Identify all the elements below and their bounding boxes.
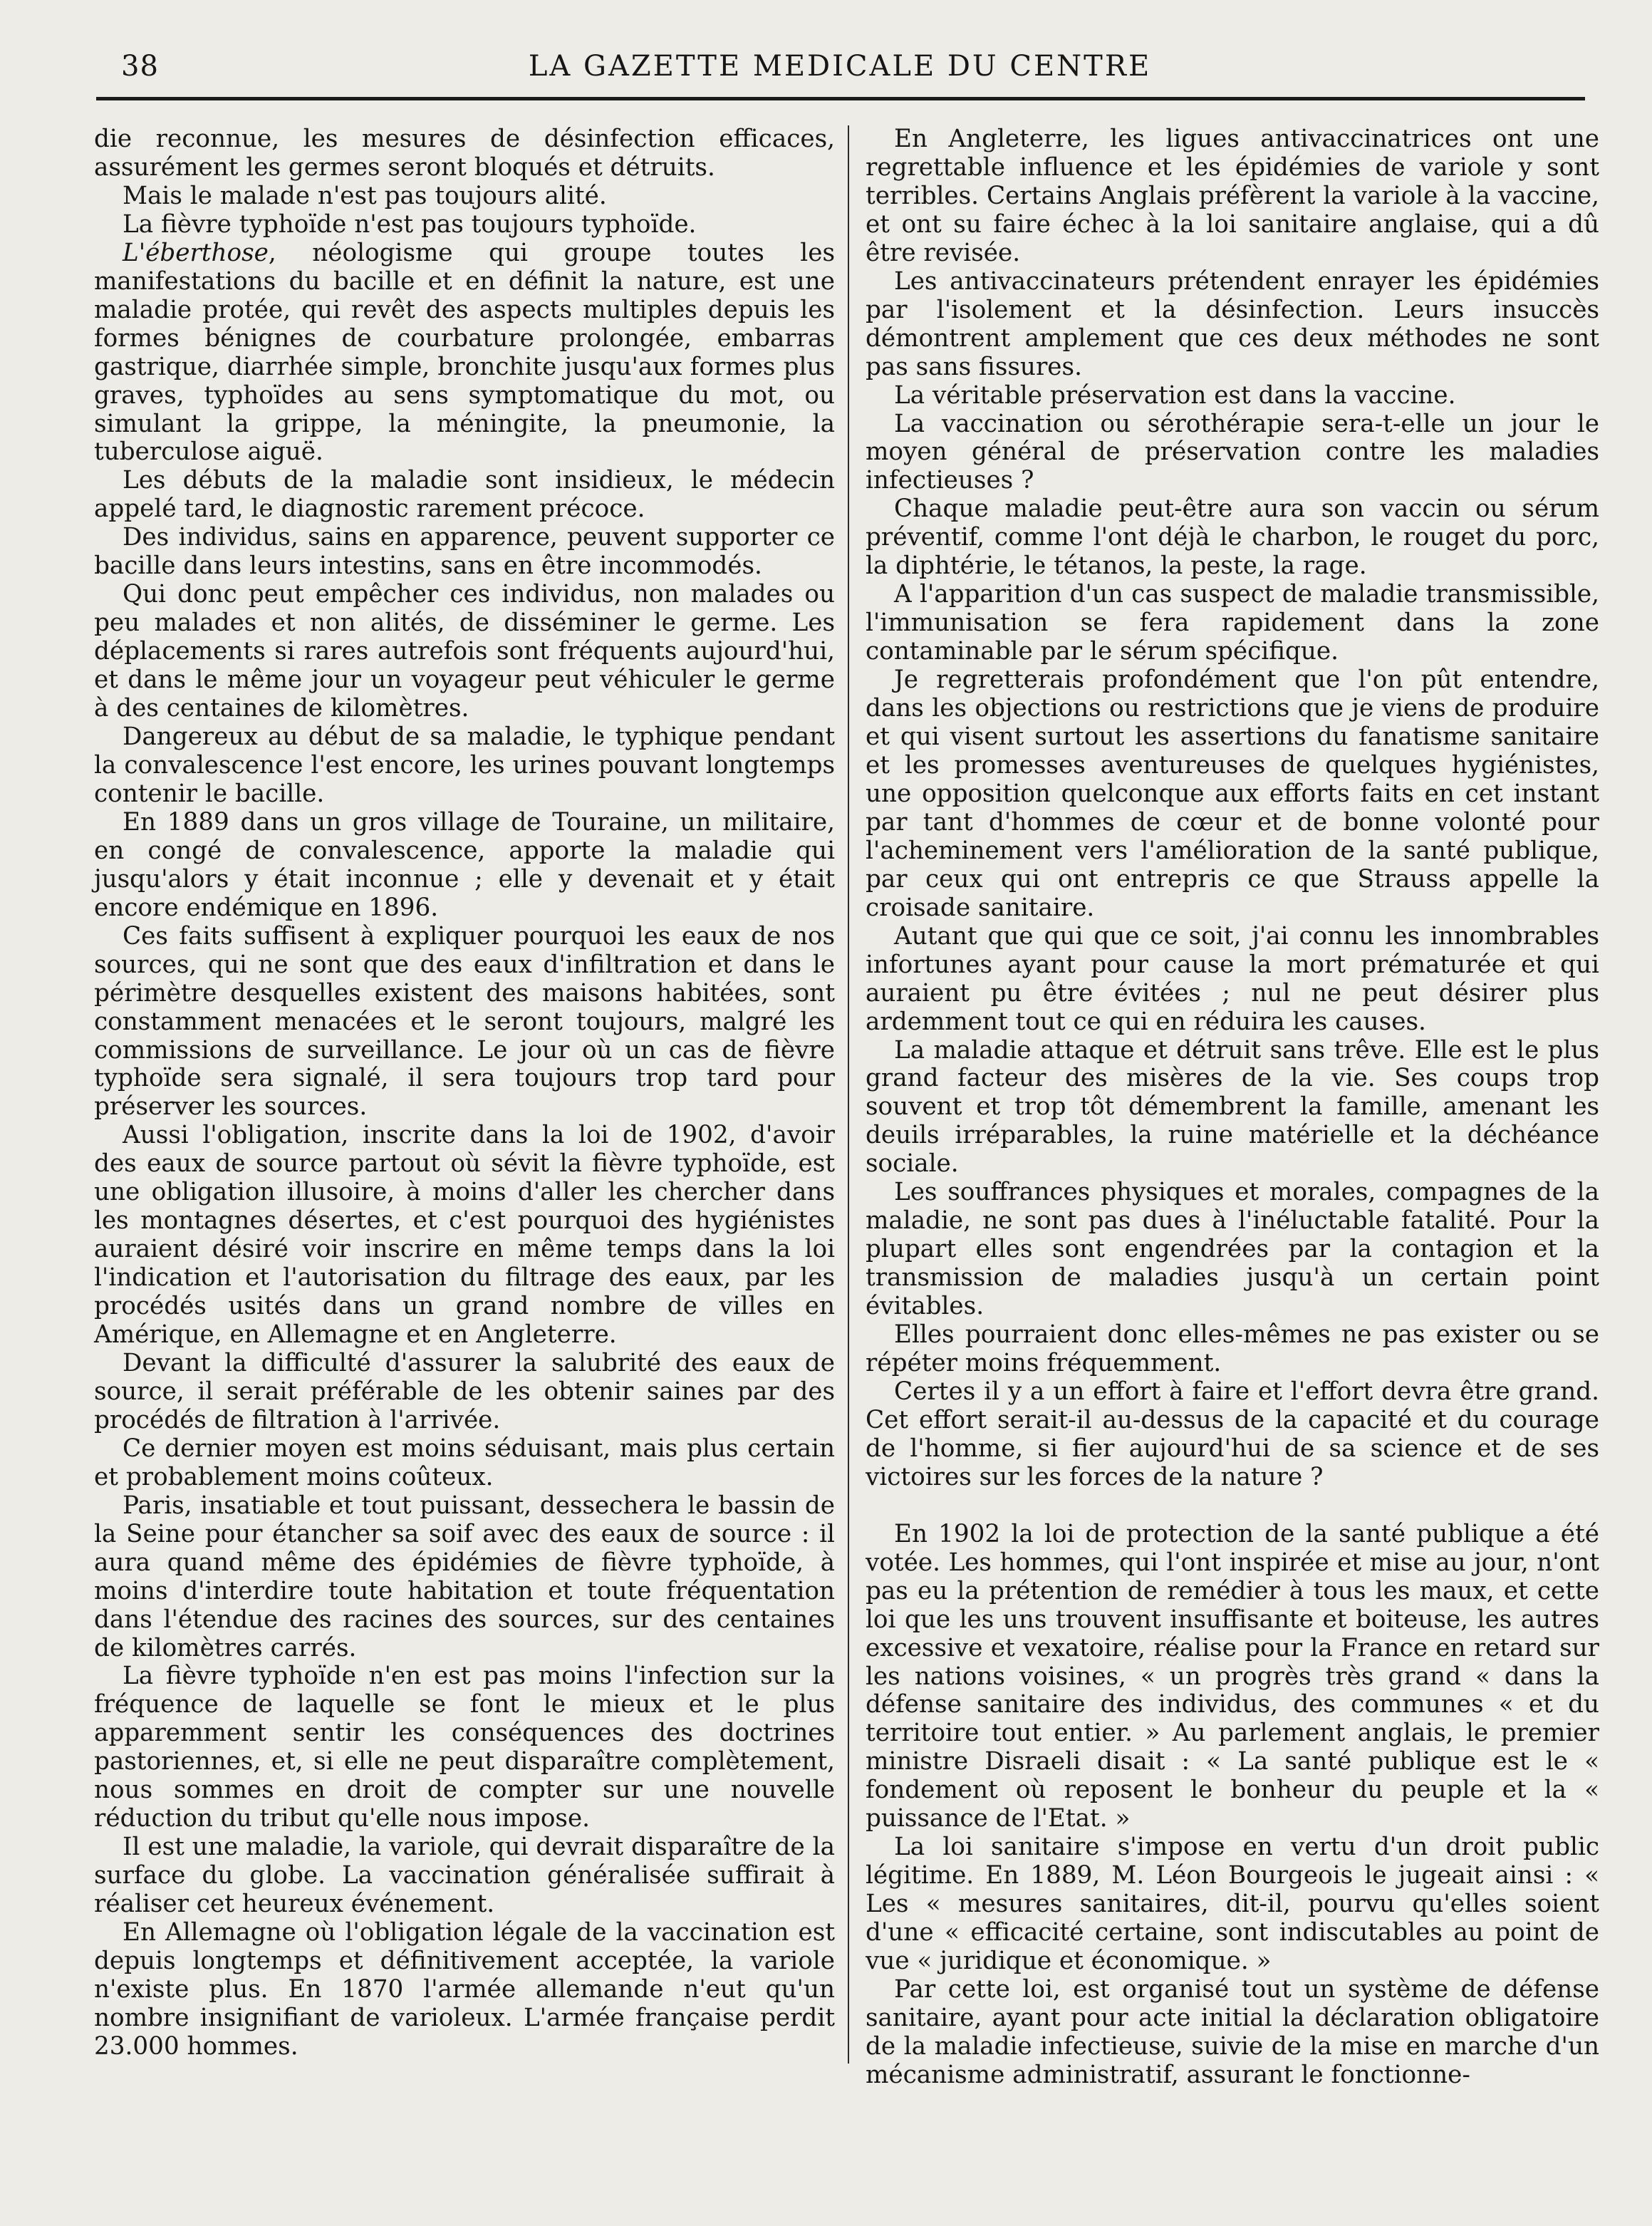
italic-term: L'éberthose (123, 238, 269, 267)
paragraph: Ce dernier moyen est moins séduisant, mais plus certain et probablement moins coûteux. (94, 1434, 835, 1491)
right-column (866, 125, 1599, 2089)
paragraph: La véritable préservation est dans la vaccine. (894, 381, 1456, 410)
paragraph (94, 239, 835, 467)
paragraph: Chaque maladie peut-être aura son vaccin ou sérum préventif, comme l'ont déjà le charbon, le rouget du porc, la diphtérie, le tétanos, la peste, la rage. (866, 495, 1599, 581)
paragraph: Je regretterais profondément que l'on pût entendre, dans les objections ou restrictions que je viens de produire et qui visent surtout les assertions du fanatisme sanitaire et les promesses aventureuses de quelques hygiénistes, une opposition quelconque aux efforts faits en cet instant par tant d'hommes de cœur et de bonne volonté pour l'acheminement vers l'amélioration de la santé publique, par ceux qui ont entrepris ce que Strauss appelle la croisade sanitaire. (866, 666, 1599, 922)
paragraph: Paris, insatiable et tout puissant, dessechera le bassin de la Seine pour étancher sa soif avec des eaux de source : il aura quand même des épidémies de fièvre typhoïde, à moins d'interdire toute habitation et toute fréquentation dans l'étendue des racines des sources, sur des centaines de kilomètres carrés. (94, 1491, 835, 1662)
journal-title: LA GAZETTE MEDICALE DU CENTRE (528, 50, 1152, 83)
column-rule (848, 125, 849, 2064)
paragraph: Dangereux au début de sa maladie, le typhique pendant la convalescence l'est encore, les urines pouvant longtemps contenir le bacille. (94, 723, 835, 808)
page-number: 38 (121, 50, 159, 83)
paragraph: Aussi l'obligation, inscrite dans la loi de 1902, d'avoir des eaux de source partout où sévit la fièvre typhoïde, est une obligation illusoire, à moins d'aller les chercher dans les montagnes désertes, et c'est pourquoi des hygiénistes auraient désiré voir inscrire en même temps dans la loi l'indication et l'autorisation du filtrage des eaux, par les procédés usités dans un grand nombre de villes en Amérique, en Allemagne et en Angleterre. (94, 1121, 835, 1350)
paragraph: Autant que qui que ce soit, j'ai connu les innombrables infortunes ayant pour cause la mort prématurée et qui auraient pu être évitées ; nul ne peut désirer plus ardemment tout ce qui en réduira les causes. (866, 921, 1599, 1036)
paragraph: Il est une maladie, la variole, qui devrait disparaître de la surface du globe. La vaccination généralisée suffirait à réaliser cet heureux événement. (94, 1833, 835, 1919)
paragraph: Par cette loi, est organisé tout un système de défense sanitaire, ayant pour acte initial la déclaration obligatoire de la maladie infectieuse, suivie de la mise en marche d'un mécanisme administratif, assurant le fonctionne- (866, 1975, 1599, 2089)
left-column (94, 125, 835, 2064)
paragraph: En 1902 la loi de protection de la santé publique a été votée. Les hommes, qui l'ont inspirée et mise au jour, n'ont pas eu la prétention de remédier à tous les maux, et cette loi que les uns trouvent insuffisante et boiteuse, les autres excessive et vexatoire, réalise pour la France en retard sur les nations voisines, « un progrès très grand « dans la défense sanitaire des individus, des communes « et du territoire tout entier. » Au parlement anglais, le premier ministre Disraeli disait : « La santé publique est le « fondement où reposent le bonheur du peuple et la « puissance de l'Etat. » (866, 1519, 1599, 1833)
page-header (93, 41, 1587, 91)
paragraph: La fièvre typhoïde n'est pas toujours typhoïde. (123, 209, 697, 239)
paragraph: En Angleterre, les ligues antivaccinatrices ont une regrettable influence et les épidémies de variole y sont terribles. Certains Anglais préfèrent la variole à la vaccine, et ont su faire échec à la loi sanitaire anglaise, qui a dû être revisée. (866, 125, 1599, 267)
paragraph: En Allemagne où l'obligation légale de la vaccination est depuis longtemps et définitivement acceptée, la variole n'existe plus. En 1870 l'armée allemande n'eut qu'un nombre insignifiant de varioleux. L'armée française perdit 23.000 hommes. (94, 1918, 835, 2061)
paragraph: En 1889 dans un gros village de Touraine, un militaire, en congé de convalescence, apporte la maladie qui jusqu'alors y était inconnue ; elle y devenait et y était encore endémique en 1896. (94, 807, 835, 922)
paragraph: Les débuts de la maladie sont insidieux, le médecin appelé tard, le diagnostic rarement précoce. (94, 466, 835, 524)
paragraph: Mais le malade n'est pas toujours alité. (123, 181, 607, 210)
paragraph: Ces faits suffisent à expliquer pourquoi les eaux de nos sources, qui ne sont que des eaux d'infiltration et dans le périmètre desquelles existent des maisons habitées, sont constamment menacées et le seront toujours, malgré les commissions de surveillance. Le jour où un cas de fièvre typhoïde sera signalé, il sera toujours trop tard pour préserver les sources. (94, 921, 835, 1122)
paragraph: Devant la difficulté d'assurer la salubrité des eaux de source, il serait préférable de les obtenir saines par des procédés de filtration à l'arrivée. (94, 1348, 835, 1434)
paragraph: A l'apparition d'un cas suspect de maladie transmissible, l'immunisation se fera rapidement dans la zone contaminable par le sérum spécifique. (866, 580, 1599, 666)
paragraph: La fièvre typhoïde n'en est pas moins l'infection sur la fréquence de laquelle se font le mieux et le plus apparemment sentir les conséquences des doctrines pastoriennes, et, si elle ne peut disparaître complètement, nous sommes en droit de compter sur une nouvelle réduction du tribut qu'elle nous impose. (94, 1662, 835, 1833)
paragraph: La vaccination ou sérothérapie sera-t-elle un jour le moyen général de préservation contre les maladies infectieuses ? (866, 409, 1599, 495)
paragraph-text: , néologisme qui groupe toutes les manifestations du bacille et en définit la nature, est une maladie protée, qui revêt des aspects multiples depuis les formes bénignes de courbature prolongée, embarras gastrique, diarrhée simple, bronchite jusqu'aux formes plus graves, typhoïdes au sens symptomatique du mot, ou simulant la grippe, la méningite, la pneumonie, la tuberculose aiguë. (94, 238, 835, 467)
paragraph: Les antivaccinateurs prétendent enrayer les épidémies par l'isolement et la désinfection. Leurs insuccès démontrent amplement que ces deux méthodes ne sont pas sans fissures. (866, 266, 1599, 381)
paragraph: Certes il y a un effort à faire et l'effort devra être grand. Cet effort serait-il au-dessus de la capacité et du courage de l'homme, si fier aujourd'hui de sa science et de ses victoires sur les forces de la nature ? (866, 1377, 1599, 1491)
paragraph: Qui donc peut empêcher ces individus, non malades ou peu malades et non alités, de disséminer le germe. Les déplacements si rares autrefois sont fréquents aujourd'hui, et dans le même jour un voyageur peut véhiculer le germe à des centaines de kilomètres. (94, 580, 835, 723)
header-rule (96, 97, 1585, 100)
paragraph: die reconnue, les mesures de désinfection efficaces, assurément les germes seront bloqués et détruits. (94, 125, 835, 182)
paragraph: Les souffrances physiques et morales, compagnes de la maladie, ne sont pas dues à l'inéluctable fatalité. Pour la plupart elles sont engendrées par la contagion et la transmission de maladies jusqu'à un certain point évitables. (866, 1178, 1599, 1321)
paragraph: La loi sanitaire s'impose en vertu d'un droit public légitime. En 1889, M. Léon Bourgeois le jugeait ainsi : « Les « mesures sanitaires, dit-il, pourvu qu'elles soient d'une « efficacité certaine, sont indiscutables au point de vue « juridique et économique. » (866, 1833, 1599, 1976)
paragraph: Des individus, sains en apparence, peuvent supporter ce bacille dans leurs intestins, sans en être incommodés. (94, 523, 835, 581)
paragraph: La maladie attaque et détruit sans trêve. Elle est le plus grand facteur des misères de la vie. Ses coups trop souvent et trop tôt démembrent la famille, amenant les deuils irréparables, la ruine matérielle et la déchéance sociale. (866, 1035, 1599, 1179)
paragraph: Elles pourraient donc elles-mêmes ne pas exister ou se répéter moins fréquemment. (866, 1320, 1599, 1377)
